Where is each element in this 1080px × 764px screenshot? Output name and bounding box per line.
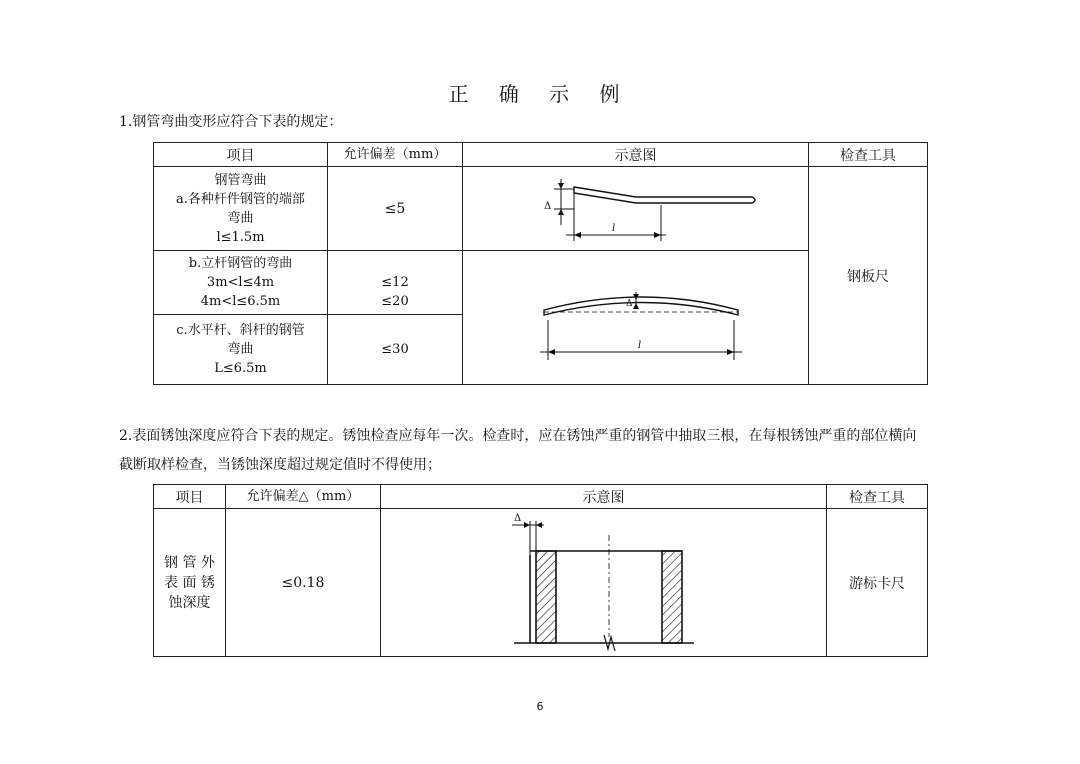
- section1-intro: 1.钢管弯曲变形应符合下表的规定：: [119, 114, 343, 130]
- pipe-section-diagram: [384, 511, 824, 655]
- row-c-tolerance-value: ≤30: [381, 342, 409, 357]
- pole-bend-length-label: l: [637, 339, 641, 351]
- row-b-tolerance: [328, 251, 463, 315]
- corrosion-item-line: 钢 管 外: [164, 554, 215, 571]
- header-diagram: 示意图: [381, 485, 827, 509]
- row-b-item-line: b.立杆钢管的弯曲: [188, 256, 293, 271]
- row-a-item-line: l≤1.5m: [216, 229, 265, 245]
- row-b-item-line: 4m<l≤6.5m: [200, 294, 281, 309]
- row-a-tolerance: [328, 167, 463, 251]
- header-item: 项目: [154, 143, 328, 167]
- bending-table: [153, 142, 928, 385]
- table-row: [154, 167, 928, 251]
- header-tool: 检查工具: [809, 143, 928, 167]
- row-a-item-line: a.各种杆件钢管的端部: [176, 191, 305, 207]
- corrosion-item-line: 蚀深度: [168, 594, 211, 611]
- row-a-tolerance-value: ≤5: [384, 200, 406, 217]
- header-diagram: 示意图: [463, 143, 809, 167]
- row-c-item: [154, 315, 328, 385]
- header-tool: 检查工具: [827, 485, 928, 509]
- bending-table-header: [154, 143, 928, 167]
- end-bend-delta-label: Δ: [543, 200, 551, 212]
- row-bc-diagram: [463, 251, 809, 385]
- row-b-item-line: 3m<l≤4m: [206, 275, 275, 290]
- section2-intro-line2: 截断取样检查，当锈蚀深度超过规定值时不得使用；: [119, 457, 441, 473]
- corrosion-item: [154, 509, 226, 657]
- row-b-tolerance-value: ≤20: [381, 293, 409, 309]
- corrosion-item-line: 表 面 锈: [164, 574, 215, 591]
- bending-tool: 钢板尺: [809, 167, 928, 385]
- header-tolerance: 允许偏差（mm）: [328, 143, 463, 167]
- pole-bend-delta-label: Δ: [625, 298, 632, 309]
- page-number: 6: [536, 700, 544, 713]
- row-b-tolerance-value: ≤12: [381, 274, 409, 290]
- corrosion-table-header: [154, 485, 928, 509]
- corrosion-diagram: [381, 509, 827, 657]
- corrosion-tolerance: ≤0.18: [226, 509, 381, 657]
- end-bend-length-label: l: [611, 222, 615, 234]
- pipe-delta-label: Δ: [513, 512, 521, 524]
- pole-bend-diagram: [466, 256, 806, 380]
- end-bend-diagram: [466, 169, 806, 249]
- row-a-item: [154, 167, 328, 251]
- row-c-item-line: c.水平杆、斜杆的钢管: [176, 323, 305, 338]
- row-a-item-line: 钢管弯曲: [214, 172, 267, 188]
- header-tolerance: 允许偏差△（mm）: [226, 485, 381, 509]
- page-title: 正 确 示 例: [448, 82, 632, 106]
- table-row: [154, 509, 928, 657]
- header-item: 项目: [154, 485, 226, 509]
- row-a-item-line: 弯曲: [227, 210, 254, 226]
- row-b-item: [154, 251, 328, 315]
- corrosion-table: [153, 484, 928, 657]
- row-a-diagram: [463, 167, 809, 251]
- corrosion-tool: 游标卡尺: [827, 509, 928, 657]
- row-c-item-line: L≤6.5m: [214, 361, 267, 376]
- row-c-item-line: 弯曲: [227, 342, 254, 357]
- section2-intro-line1: 2.表面锈蚀深度应符合下表的规定。锈蚀检查应每年一次。检查时，应在锈蚀严重的钢管中抽取三根，在每根锈蚀严重的部位横向: [119, 428, 917, 444]
- row-c-tolerance: [328, 315, 463, 385]
